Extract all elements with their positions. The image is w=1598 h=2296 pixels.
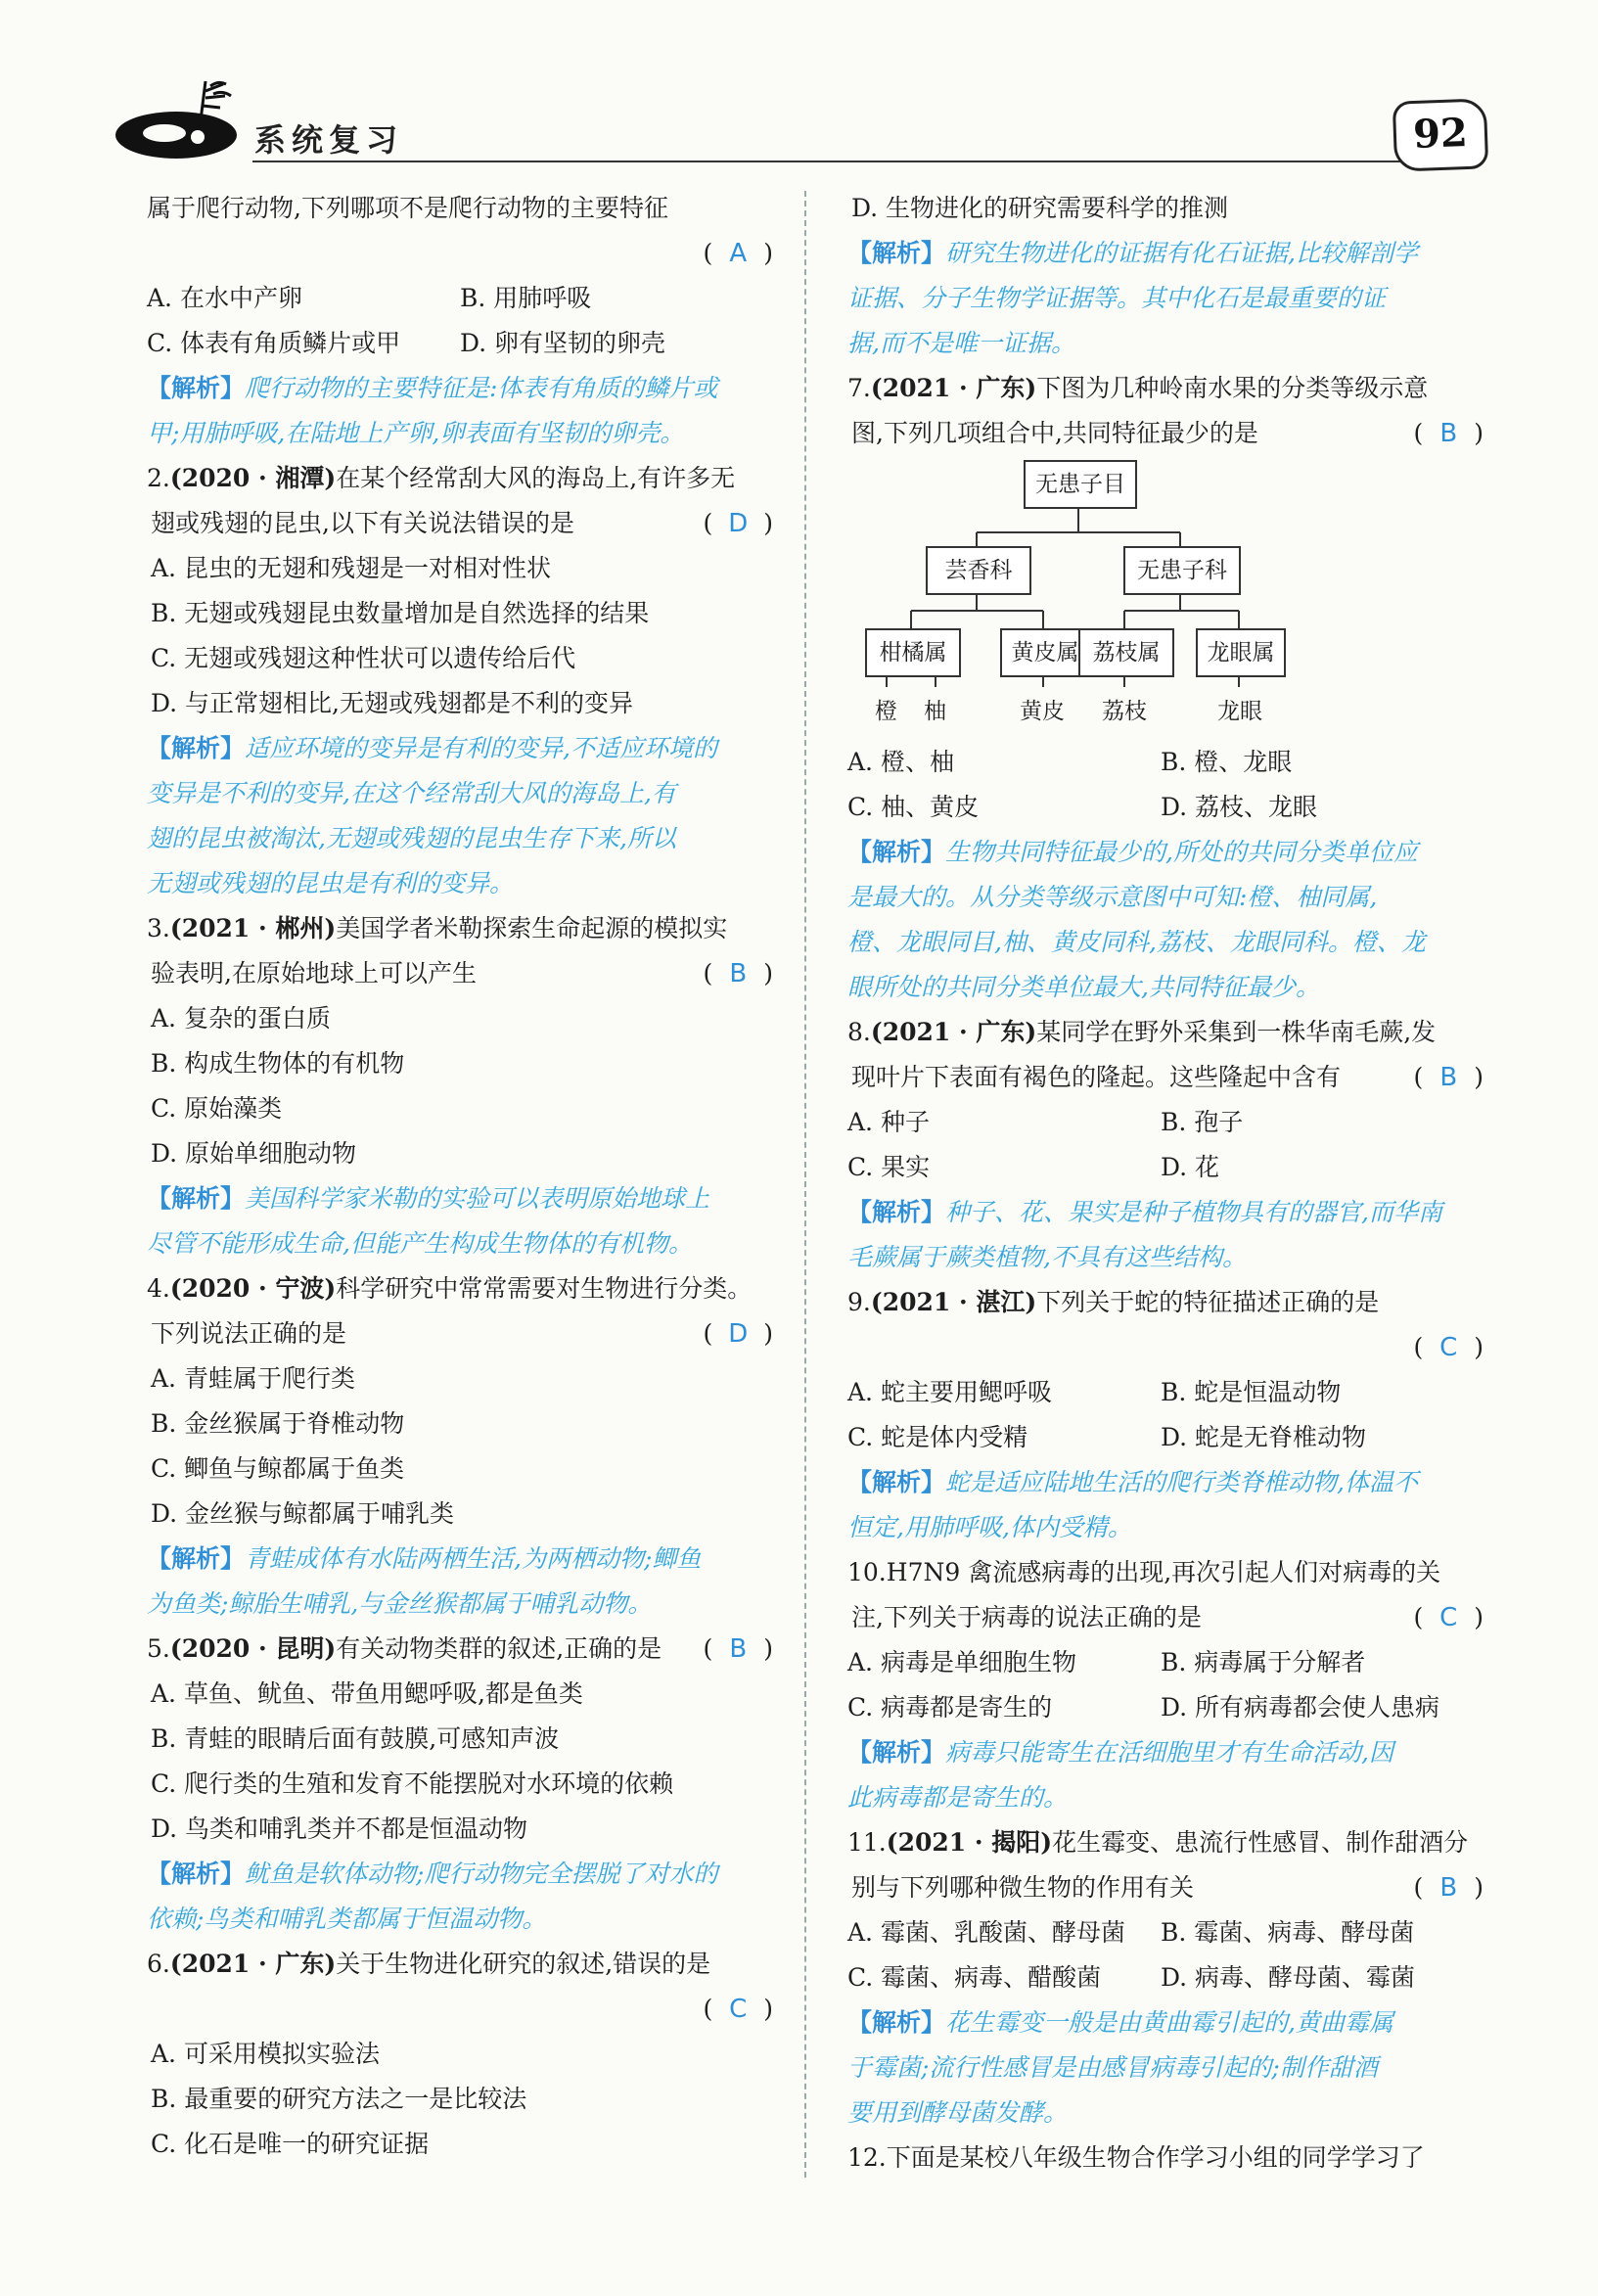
option: C. 无翅或残翅这种性状可以遗传给后代	[151, 644, 576, 672]
page-header	[108, 67, 1497, 174]
node-family: 无患子科	[1123, 546, 1241, 595]
question-number: 11.	[847, 1828, 887, 1857]
option: C. 霉菌、病毒、醋酸菌	[847, 1963, 1102, 1992]
question-stem	[847, 1550, 1484, 1595]
explanation-text: 花生霉变一般是由黄曲霉引起的,黄曲霉属	[945, 2008, 1393, 2037]
explanation-text: 依赖;鸟类和哺乳类都属于恒温动物。	[147, 1905, 547, 1933]
node-genus: 柑橘属	[865, 628, 961, 677]
question-source: (2021 · 广东)	[870, 374, 1037, 402]
answer: B	[1439, 1873, 1458, 1903]
question-stem	[147, 501, 773, 546]
classification-diagram	[847, 456, 1484, 740]
options-row	[847, 1640, 1484, 1685]
answer-bracket: ( A )	[703, 231, 773, 276]
option: A. 在水中产卵	[147, 284, 302, 312]
question-source: (2020 · 昆明)	[169, 1634, 337, 1663]
answer-bracket: ( C )	[703, 1987, 773, 2032]
question-stem	[847, 366, 1484, 411]
explanation-text: 青蛙成体有水陆两栖生活,为两栖动物;鲫鱼	[245, 1544, 702, 1573]
question-number: 8.	[847, 1018, 871, 1046]
stem-text: 在某个经常刮大风的海岛上,有许多无	[336, 464, 736, 492]
node-genus: 荔枝属	[1078, 628, 1174, 677]
option: C. 果实	[847, 1153, 931, 1181]
question-stem	[147, 1627, 773, 1672]
answer-bracket: ( B )	[1413, 411, 1484, 456]
option: D. 病毒、酵母菌、霉菌	[1161, 1963, 1416, 1992]
explanation-text: 要用到酵母菌发酵。	[847, 2098, 1069, 2127]
answer: D	[728, 509, 749, 538]
fruit-label: 龙眼	[1217, 699, 1262, 724]
page-number: 92	[1412, 110, 1469, 158]
section-title: 系统复习	[254, 121, 404, 159]
explanation-text: 甲;用肺呼吸,在陆地上产卵,卵表面有坚韧的卵壳。	[147, 419, 685, 447]
option: B. 病毒属于分解者	[1161, 1648, 1366, 1676]
stem-text: 美国学者米勒探索生命起源的模拟实	[336, 914, 728, 942]
explanation	[147, 726, 773, 906]
explanation-text: 病毒只能寄生在活细胞里才有生命活动,因	[945, 1738, 1393, 1767]
answer: C	[729, 1995, 748, 2024]
explanation	[847, 1190, 1484, 1280]
question-number: 2.	[147, 464, 170, 492]
explanation	[147, 1852, 773, 1942]
stem-text: 验表明,在原始地球上可以产生	[151, 959, 477, 987]
question-number: 10.	[847, 1558, 887, 1586]
stem-text: 花生霉变、患流行性感冒、制作甜酒分	[1052, 1828, 1469, 1857]
explanation-label: 【解析】	[147, 1860, 246, 1888]
question-number: 9.	[847, 1288, 871, 1316]
stem-text: 现叶片下表面有褐色的隆起。这些隆起中含有	[851, 1063, 1342, 1091]
option: A. 霉菌、乳酸菌、酵母菌	[847, 1918, 1125, 1947]
option: B. 金丝猴属于脊椎动物	[151, 1409, 405, 1438]
yin-yang-bamboo-logo-icon	[108, 76, 264, 164]
question-stem	[847, 411, 1484, 456]
option: D. 金丝猴与鲸都属于哺乳类	[151, 1499, 455, 1528]
question-source: (2021 · 湛江)	[870, 1288, 1037, 1316]
option: C. 蛇是体内受精	[847, 1423, 1028, 1451]
explanation-text: 适应环境的变异是有利的变异,不适应环境的	[245, 734, 717, 762]
explanation-text: 种子、花、果实是种子植物具有的器官,而华南	[945, 1198, 1442, 1226]
option: D. 卵有坚韧的卵壳	[460, 329, 666, 357]
option: D. 鸟类和哺乳类并不都是恒温动物	[151, 1814, 528, 1843]
answer-line	[847, 1325, 1484, 1370]
question-stem	[847, 1865, 1484, 1910]
answer-bracket: ( B )	[703, 951, 773, 996]
explanation-text: 研究生物进化的证据有化石证据,比较解剖学	[945, 239, 1418, 267]
explanation-text: 尽管不能形成生命,但能产生构成生物体的有机物。	[147, 1229, 693, 1258]
left-column	[147, 186, 773, 2167]
answer: B	[729, 959, 748, 988]
explanation-text: 鱿鱼是软体动物;爬行动物完全摆脱了对水的	[245, 1860, 718, 1888]
explanation	[847, 231, 1484, 366]
stem-text: 属于爬行动物,下列哪项不是爬行动物的主要特征	[147, 194, 668, 222]
stem-text: 下面是某校八年级生物合作学习小组的同学学习了	[886, 2143, 1425, 2172]
explanation-label: 【解析】	[147, 1544, 246, 1573]
explanation-label: 【解析】	[847, 2008, 946, 2037]
explanation	[147, 1537, 773, 1627]
options-row	[847, 1415, 1484, 1460]
stem-text: 下图为几种岭南水果的分类等级示意	[1036, 374, 1429, 402]
explanation-text: 翅的昆虫被淘汰,无翅或残翅的昆虫生存下来,所以	[147, 824, 676, 852]
question-source: (2020 · 湘潭)	[169, 464, 337, 492]
explanation-label: 【解析】	[847, 1738, 946, 1767]
option: C. 柚、黄皮	[847, 793, 980, 821]
fruit-label: 橙	[875, 699, 897, 724]
explanation	[847, 1730, 1484, 1820]
answer-bracket: ( B )	[1413, 1055, 1484, 1100]
stem-text: 下列关于蛇的特征描述正确的是	[1036, 1288, 1380, 1316]
options-row	[847, 1145, 1484, 1190]
option: D. 蛇是无脊椎动物	[1161, 1423, 1367, 1451]
option: A. 复杂的蛋白质	[151, 1004, 331, 1033]
right-column	[847, 186, 1484, 2181]
options-row	[147, 321, 773, 366]
explanation-text: 据,而不是唯一证据。	[847, 329, 1075, 357]
explanation	[847, 830, 1484, 1010]
option: C. 病毒都是寄生的	[847, 1693, 1053, 1722]
question-stem	[847, 1010, 1484, 1055]
answer-line	[147, 1987, 773, 2032]
options-row	[147, 276, 773, 321]
explanation-text: 恒定,用肺呼吸,体内受精。	[847, 1513, 1132, 1541]
option: C. 原始藻类	[151, 1094, 283, 1123]
explanation-label: 【解析】	[847, 1198, 946, 1226]
option: A. 可采用模拟实验法	[151, 2040, 380, 2068]
stem-text: 下列说法正确的是	[151, 1319, 347, 1348]
question-stem	[847, 1280, 1484, 1325]
option: A. 青蛙属于爬行类	[151, 1364, 355, 1393]
question-stem	[847, 1820, 1484, 1865]
answer: A	[729, 239, 748, 268]
question-source: (2021 · 揭阳)	[886, 1828, 1053, 1857]
answer: B	[1439, 1063, 1458, 1092]
question-number: 7.	[847, 374, 871, 402]
option: A. 病毒是单细胞生物	[847, 1648, 1076, 1676]
column-divider	[804, 191, 806, 2178]
question-number: 4.	[147, 1274, 170, 1303]
answer: B	[729, 1634, 748, 1664]
explanation-label: 【解析】	[147, 1184, 246, 1213]
question-stem	[147, 906, 773, 951]
stem-text: 别与下列哪种微生物的作用有关	[851, 1873, 1195, 1902]
explanation-text: 蛇是适应陆地生活的爬行类脊椎动物,体温不	[945, 1468, 1418, 1496]
options-row	[847, 1955, 1484, 2000]
question-stem	[847, 1595, 1484, 1640]
explanation-label: 【解析】	[147, 734, 246, 762]
options-row	[847, 740, 1484, 785]
explanation-label: 【解析】	[847, 239, 946, 267]
explanation-text: 眼所处的共同分类单位最大,共同特征最少。	[847, 973, 1320, 1001]
option: B. 无翅或残翅昆虫数量增加是自然选择的结果	[151, 599, 650, 627]
option: B. 霉菌、病毒、酵母菌	[1161, 1918, 1415, 1947]
page-number-tag	[1393, 98, 1488, 171]
question-stem	[847, 2135, 1484, 2181]
question-number: 5.	[147, 1634, 170, 1663]
explanation-text: 证据、分子生物学证据等。其中化石是最重要的证	[847, 284, 1387, 312]
option: C. 爬行类的生殖和发育不能摆脱对水环境的依赖	[151, 1769, 674, 1798]
answer-bracket: ( B )	[703, 1627, 773, 1672]
explanation-text: 为鱼类;鲸胎生哺乳,与金丝猴都属于哺乳动物。	[147, 1589, 653, 1618]
question-number: 6.	[147, 1950, 170, 1978]
answer-line	[147, 231, 773, 276]
explanation-text: 毛蕨属于蕨类植物,不具有这些结构。	[847, 1243, 1247, 1271]
option: A. 昆虫的无翅和残翅是一对相对性状	[151, 554, 551, 582]
question-stem	[147, 186, 773, 231]
option: A. 草鱼、鱿鱼、带鱼用鳃呼吸,都是鱼类	[151, 1679, 583, 1708]
explanation-text: 是最大的。从分类等级示意图中可知:橙、柚同属,	[847, 883, 1378, 911]
answer: B	[1439, 419, 1458, 448]
answer-bracket: ( C )	[1413, 1595, 1484, 1640]
explanation-label: 【解析】	[847, 838, 946, 866]
option: B. 蛇是恒温动物	[1161, 1378, 1342, 1406]
option: D. 与正常翅相比,无翅或残翅都是不利的变异	[151, 689, 633, 717]
question-number: 3.	[147, 914, 170, 942]
stem-text: 有关动物类群的叙述,正确的是	[336, 1634, 662, 1663]
explanation	[147, 366, 773, 456]
explanation-text: 无翅或残翅的昆虫是有利的变异。	[147, 869, 515, 897]
answer: D	[728, 1319, 749, 1349]
option: B. 橙、龙眼	[1161, 748, 1293, 776]
explanation-label: 【解析】	[147, 374, 246, 402]
answer-bracket: ( D )	[703, 501, 773, 546]
option: B. 最重要的研究方法之一是比较法	[151, 2085, 527, 2113]
option: D. 花	[1161, 1153, 1220, 1181]
option: C. 鲫鱼与鲸都属于鱼类	[151, 1454, 405, 1483]
question-stem	[147, 1266, 773, 1311]
options-row	[847, 1685, 1484, 1730]
answer-bracket: ( D )	[703, 1311, 773, 1356]
option: B. 用肺呼吸	[460, 284, 592, 312]
explanation	[147, 1176, 773, 1266]
option: A. 橙、柚	[847, 748, 954, 776]
node-genus: 龙眼属	[1196, 628, 1286, 677]
stem-text: H7N9 禽流感病毒的出现,再次引起人们对病毒的关	[886, 1558, 1441, 1586]
stem-text: 科学研究中常常需要对生物进行分类。	[336, 1274, 753, 1303]
question-source: (2021 · 广东)	[169, 1950, 337, 1978]
option: D. 荔枝、龙眼	[1161, 793, 1318, 821]
question-stem	[847, 1055, 1484, 1100]
option: B. 青蛙的眼睛后面有鼓膜,可感知声波	[151, 1724, 560, 1753]
explanation	[847, 2000, 1484, 2135]
option: D. 生物进化的研究需要科学的推测	[851, 194, 1229, 222]
node-genus: 黄皮属	[1000, 628, 1090, 677]
question-number: 12.	[847, 2143, 887, 2172]
explanation-label: 【解析】	[847, 1468, 946, 1496]
question-source: (2021 · 广东)	[870, 1018, 1037, 1046]
answer: C	[1439, 1603, 1458, 1632]
option: B. 构成生物体的有机物	[151, 1049, 405, 1078]
fruit-label: 荔枝	[1102, 699, 1147, 724]
options-row	[847, 785, 1484, 830]
node-family: 芸香科	[926, 546, 1031, 595]
option: A. 蛇主要用鳃呼吸	[847, 1378, 1052, 1406]
option: A. 种子	[847, 1108, 930, 1136]
question-source: (2020 · 宁波)	[169, 1274, 337, 1303]
node-order: 无患子目	[1024, 460, 1137, 509]
question-stem	[147, 456, 773, 501]
question-stem	[147, 951, 773, 996]
question-source: (2021 · 郴州)	[169, 914, 337, 942]
option: C. 化石是唯一的研究证据	[151, 2130, 430, 2158]
option: D. 所有病毒都会使人患病	[1161, 1693, 1440, 1722]
explanation-text: 此病毒都是寄生的。	[847, 1783, 1069, 1812]
option: B. 孢子	[1161, 1108, 1244, 1136]
option: D. 原始单细胞动物	[151, 1139, 357, 1168]
options-row	[847, 1100, 1484, 1145]
explanation-text: 于霉菌;流行性感冒是由感冒病毒引起的;制作甜酒	[847, 2053, 1378, 2082]
stem-text: 某同学在野外采集到一株华南毛蕨,发	[1036, 1018, 1437, 1046]
explanation-text: 橙、龙眼同目,柚、黄皮同科,荔枝、龙眼同科。橙、龙	[847, 928, 1426, 956]
fruit-label: 黄皮	[1020, 699, 1065, 724]
explanation-text: 变异是不利的变异,在这个经常刮大风的海岛上,有	[147, 779, 676, 807]
question-stem	[147, 1311, 773, 1356]
answer: C	[1439, 1333, 1458, 1362]
stem-text: 注,下列关于病毒的说法正确的是	[851, 1603, 1202, 1631]
stem-text: 图,下列几项组合中,共同特征最少的是	[851, 419, 1258, 447]
question-stem	[147, 1942, 773, 1987]
stem-text: 关于生物进化研究的叙述,错误的是	[336, 1950, 711, 1978]
explanation-text: 生物共同特征最少的,所处的共同分类单位应	[945, 838, 1418, 866]
explanation	[847, 1460, 1484, 1550]
answer-bracket: ( B )	[1413, 1865, 1484, 1910]
answer-bracket: ( C )	[1413, 1325, 1484, 1370]
stem-text: 翅或残翅的昆虫,以下有关说法错误的是	[151, 509, 574, 537]
header-rule	[252, 161, 1476, 162]
fruit-label: 柚	[924, 699, 946, 724]
explanation-text: 美国科学家米勒的实验可以表明原始地球上	[245, 1184, 710, 1213]
options-row	[847, 1370, 1484, 1415]
options-row	[847, 1910, 1484, 1955]
explanation-text: 爬行动物的主要特征是:体表有角质的鳞片或	[245, 374, 718, 402]
option: C. 体表有角质鳞片或甲	[147, 329, 401, 357]
